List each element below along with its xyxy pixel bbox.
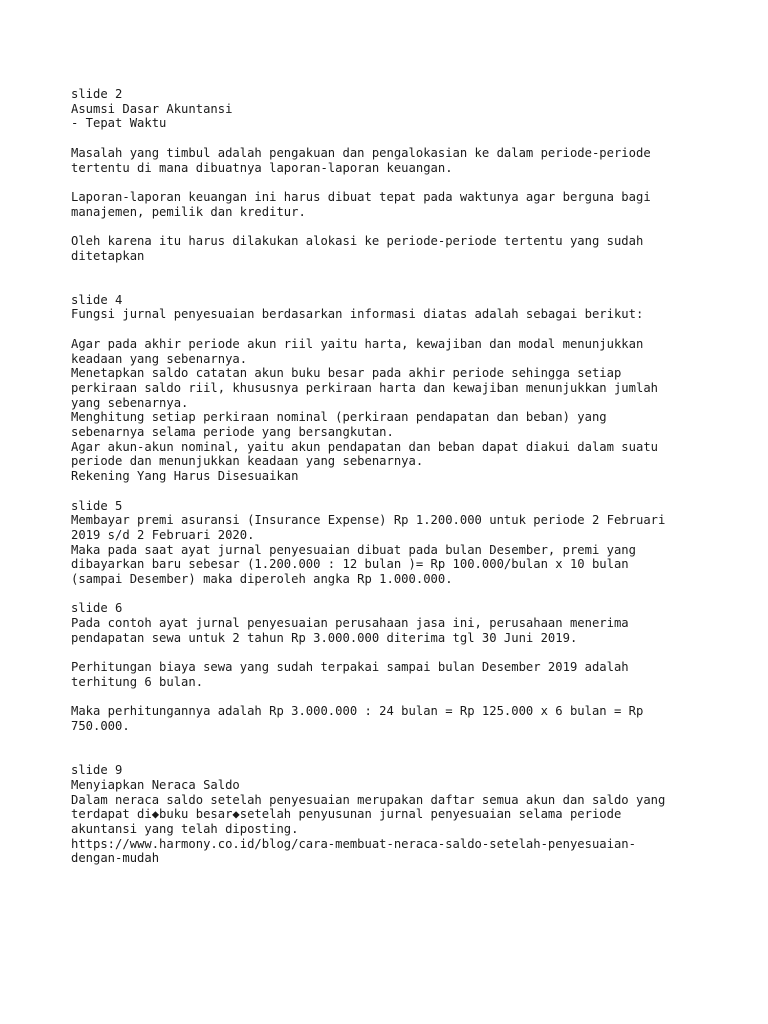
text-line: Agar pada akhir periode akun riil yaitu harta, kewajiban dan modal menunjukkan [71, 336, 644, 351]
text-line: Pada contoh ayat jurnal penyesuaian perusahaan jasa ini, perusahaan menerima [71, 616, 629, 631]
text-line: tertentu di mana dibuatnya laporan-laporan keuangan. [71, 160, 453, 175]
text-line: dengan-mudah [71, 851, 160, 866]
text-line: slide 5 [71, 498, 123, 513]
blank-line [71, 484, 728, 499]
text-line: Agar akun-akun nominal, yaitu akun pendapatan dan beban dapat diakui dalam suatu [71, 439, 658, 454]
blank-line [71, 734, 728, 749]
text-line: (sampai Desember) maka diperoleh angka Rp 1.000.000. [71, 572, 453, 587]
text-line: Menghitung setiap perkiraan nominal (perkiraan pendapatan dan beban) yang [71, 410, 607, 425]
text-line: Masalah yang timbul adalah pengakuan dan pengalokasian ke dalam periode-periode [71, 145, 651, 160]
text-line: periode dan menunjukkan keadaan yang sebenarnya. [71, 454, 424, 469]
blank-line [71, 278, 728, 293]
text-line: terhitung 6 bulan. [71, 674, 204, 689]
text-line: Maka pada saat ayat jurnal penyesuaian dibuat pada bulan Desember, premi yang [71, 542, 636, 557]
text-line: Menetapkan saldo catatan akun buku besar pada akhir periode sehingga setiap [71, 366, 622, 381]
text-line: yang sebenarnya. [71, 395, 189, 410]
document-text-body [71, 87, 728, 866]
text-line: Maka perhitungannya adalah Rp 3.000.000 : 24 bulan = Rp 125.000 x 6 bulan = Rp [71, 704, 644, 719]
blank-line [71, 219, 728, 234]
blank-line [71, 690, 728, 705]
text-line: Asumsi Dasar Akuntansi [71, 101, 233, 116]
blank-line [71, 748, 728, 763]
blank-line [71, 646, 728, 661]
text-line: https://www.harmony.co.id/blog/cara-membuat-neraca-saldo-setelah-penyesuaian- [71, 836, 636, 851]
text-line: pendapatan sewa untuk 2 tahun Rp 3.000.000 diterima tgl 30 Juni 2019. [71, 630, 578, 645]
text-line: Perhitungan biaya sewa yang sudah terpakai sampai bulan Desember 2019 adalah [71, 660, 629, 675]
blank-line [71, 131, 728, 146]
blank-line [71, 175, 728, 190]
text-line: Rekening Yang Harus Disesuaikan [71, 469, 299, 484]
text-line: slide 4 [71, 292, 123, 307]
text-line: slide 9 [71, 763, 123, 778]
text-line: Fungsi jurnal penyesuaian berdasarkan informasi diatas adalah sebagai berikut: [71, 307, 644, 322]
text-line: sebenarnya selama periode yang bersangkutan. [71, 425, 394, 440]
blank-line [71, 587, 728, 602]
text-line: Membayar premi asuransi (Insurance Expense) Rp 1.200.000 untuk periode 2 Februari [71, 513, 666, 528]
text-line: dibayarkan baru sebesar (1.200.000 : 12 bulan )= Rp 100.000/bulan x 10 bulan [71, 557, 629, 572]
blank-line [71, 322, 728, 337]
text-line: ditetapkan [71, 248, 145, 263]
text-line: perkiraan saldo riil, khususnya perkiraan harta dan kewajiban menunjukkan jumlah [71, 380, 658, 395]
blank-line [71, 263, 728, 278]
text-line: terdapat di◆buku besar◆setelah penyusunan jurnal penyesuaian selama periode [71, 807, 622, 822]
text-line: Dalam neraca saldo setelah penyesuaian merupakan daftar semua akun dan saldo yang [71, 792, 666, 807]
text-line: akuntansi yang telah diposting. [71, 821, 299, 836]
text-line: Laporan-laporan keuangan ini harus dibuat tepat pada waktunya agar berguna bagi [71, 189, 651, 204]
text-line: - Tepat Waktu [71, 116, 167, 131]
text-line: Menyiapkan Neraca Saldo [71, 777, 240, 792]
text-line: slide 2 [71, 87, 123, 101]
text-line: 750.000. [71, 719, 130, 734]
text-line: keadaan yang sebenarnya. [71, 351, 248, 366]
text-line: slide 6 [71, 601, 123, 616]
text-line: 2019 s/d 2 Februari 2020. [71, 527, 255, 542]
text-line: manajemen, pemilik dan kreditur. [71, 204, 306, 219]
text-line: Oleh karena itu harus dilakukan alokasi ke periode-periode tertentu yang sudah [71, 233, 644, 248]
